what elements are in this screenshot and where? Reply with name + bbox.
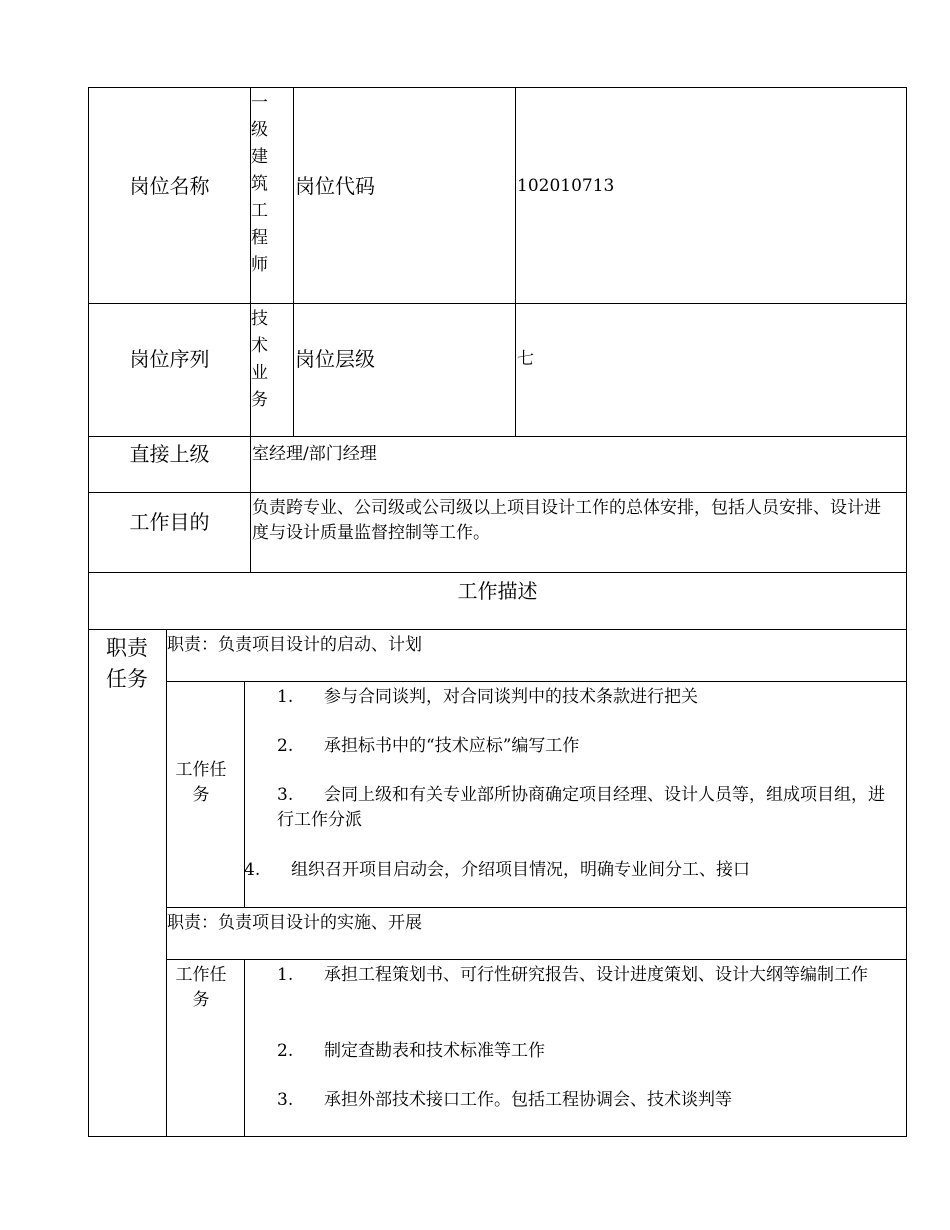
table-rule	[166, 629, 167, 1137]
purpose-value: 负责跨专业、公司级或公司级以上项目设计工作的总体安排，包括人员安排、设计进度与设计质量监督控制等工作。	[252, 498, 881, 543]
task-text: 承担外部技术接口工作。包括工程协调会、技术谈判等	[324, 1090, 732, 1110]
task-item	[277, 783, 892, 833]
job-level-label: 岗位层级	[295, 347, 375, 371]
superior-label: 直接上级	[129, 442, 210, 466]
table-rule	[88, 436, 907, 437]
task-text: 承担标书中的“技术应标”编写工作	[324, 736, 580, 756]
task-text: 参与合同谈判，对合同谈判中的技术条款进行把关	[324, 687, 698, 707]
task-number: 4.	[244, 860, 261, 880]
table-border-left	[88, 87, 89, 1137]
task-number: 3.	[277, 1090, 294, 1110]
duty-heading: 职责：负责项目设计的实施、开展	[167, 913, 422, 933]
task-item	[277, 685, 698, 710]
task-item	[277, 1088, 732, 1113]
job-level-value: 七	[517, 349, 534, 369]
task-number: 1.	[277, 687, 294, 707]
task-text: 制定查勘表和技术标准等工作	[324, 1041, 545, 1061]
table-rule	[88, 303, 907, 304]
duty-heading: 职责：负责项目设计的启动、计划	[167, 635, 422, 655]
job-code-label: 岗位代码	[295, 174, 375, 198]
task-text: 组织召开项目启动会，介绍项目情况，明确专业间分工、接口	[291, 860, 750, 880]
task-item	[277, 963, 892, 988]
table-border-top	[88, 87, 907, 88]
task-number: 2.	[277, 1041, 294, 1061]
task-number: 3.	[277, 785, 294, 805]
description-title: 工作描述	[457, 579, 538, 603]
task-item	[277, 734, 579, 759]
job-sequence-value: 技术业务	[251, 309, 268, 410]
table-rule	[166, 681, 907, 682]
table-rule	[88, 492, 907, 493]
task-number: 2.	[277, 736, 294, 756]
purpose-label: 工作目的	[129, 510, 210, 534]
task-label: 工作任务	[175, 760, 227, 805]
superior-value: 室经理/部门经理	[252, 444, 377, 464]
task-text: 承担工程策划书、可行性研究报告、设计进度策划、设计大纲等编制工作	[324, 965, 868, 985]
table-rule	[88, 629, 907, 630]
table-rule	[293, 87, 294, 437]
table-rule	[515, 87, 516, 437]
table-rule	[244, 959, 245, 1137]
job-code-value: 102010713	[517, 176, 615, 196]
table-rule	[166, 907, 907, 908]
table-rule	[88, 572, 907, 573]
table-border-bottom	[88, 1136, 907, 1137]
task-item	[244, 858, 750, 883]
task-label: 工作任务	[175, 965, 227, 1010]
job-name-label: 岗位名称	[129, 174, 210, 198]
task-item	[277, 1039, 545, 1064]
duty-task-label: 职责任务	[106, 636, 148, 691]
job-sequence-label: 岗位序列	[129, 347, 210, 371]
task-number: 1.	[277, 965, 294, 985]
table-rule	[166, 959, 907, 960]
table-border-right	[906, 87, 907, 1137]
task-text: 会同上级和有关专业部所协商确定项目经理、设计人员等，组成项目组，进行工作分派	[277, 785, 885, 830]
job-name-value: 一级建筑工程师	[251, 93, 268, 275]
